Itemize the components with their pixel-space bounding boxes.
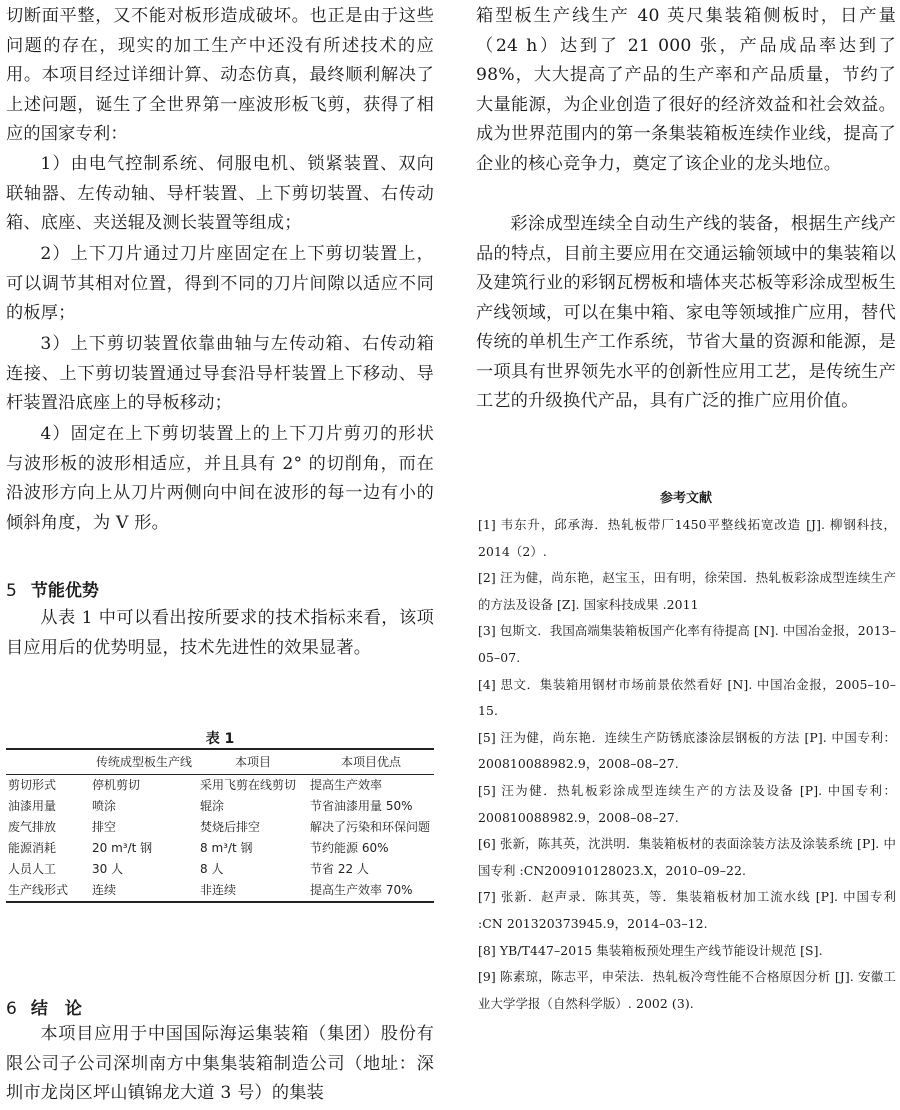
- section-5-number: 5: [6, 581, 17, 601]
- table-cell: 剪切形式: [8, 778, 57, 792]
- reference-item: [5] 汪为健．热轧板彩涂成型连续生产的方法及设备 [P]. 中国专利：200810088982.9，2008–08–27.: [478, 782, 896, 825]
- table-cell: 辊涂: [200, 799, 225, 813]
- table-cell: 非连续: [200, 883, 237, 897]
- table-row: [6, 796, 434, 817]
- table-cell: 解决了污染和环保问题: [310, 820, 431, 834]
- patent-item-1: 1）由电气控制系统、伺服电机、锁紧装置、双向联轴器、左传动轴、导杆装置、上下剪切装置、右传动箱、底座、夹送辊及测长装置等组成；: [6, 154, 434, 233]
- references-title: 参考文献: [659, 491, 712, 506]
- patent-item-3: 3）上下剪切装置依靠曲轴与左传动箱、右传动箱连接、上下剪切装置通过导套沿导杆装置上下移动、导杆装置沿底座上的导板移动；: [6, 334, 434, 413]
- table-cell: 油漆用量: [8, 799, 57, 813]
- table-cell: 节省 22 人: [310, 862, 369, 876]
- reference-item: [2] 汪为健，尚东艳，赵宝玉，田有明，徐荣国．热轧板彩涂成型连续生产的方法及设备 [Z]. 国家科技成果 .2011: [478, 570, 896, 612]
- table-cell: 人员人工: [8, 862, 57, 876]
- section-6-paragraph: 本项目应用于中国国际海运集装箱（集团）股份有限公司子公司深圳南方中集集装箱制造公司（地址：深圳市龙岗区坪山镇锦龙大道 3 号）的集装: [6, 1024, 434, 1103]
- table-cell: 排空: [92, 820, 117, 834]
- reference-item: [1] 韦东升，邱承海．热轧板带厂1450平整线拓宽改造 [J]. 柳钢科技，2014（2）.: [478, 517, 896, 559]
- table-row: [6, 817, 434, 838]
- table-cell: 20 m³/t 钢: [92, 841, 153, 855]
- table-cell: 废气排放: [8, 820, 57, 834]
- section-5-heading: [6, 576, 99, 601]
- table-cell: 节省油漆用量 50%: [310, 799, 413, 813]
- table-cell: 8 m³/t 钢: [200, 841, 253, 855]
- reference-item: [6] 张新，陈其英，沈洪明．集装箱板材的表面涂装方法及涂装系统 [P]. 中国专利 :CN200910128023.X，2010–09–22.: [478, 836, 896, 878]
- section-6-number: 6: [6, 999, 17, 1019]
- table-header-row: [6, 749, 434, 775]
- table-cell: 30 人: [92, 862, 124, 876]
- patent-item-2: 2）上下刀片通过刀片座固定在上下剪切装置上，可以调节其相对位置，得到不同的刀片间隙以适应不同的板厚；: [6, 244, 434, 323]
- table-header-cell: [6, 749, 90, 775]
- table-header-cell: 传统成型板生产线: [95, 755, 192, 769]
- table-cell: 8 人: [200, 862, 224, 876]
- table-row: [6, 838, 434, 859]
- table-cell: 采用飞剪在线剪切: [200, 778, 297, 792]
- section-6-title: 结 论: [30, 999, 82, 1019]
- table-1-caption: 表 1: [205, 731, 235, 747]
- table-header-cell: 本项目优点: [340, 755, 401, 769]
- table-row: [6, 880, 434, 902]
- table-cell: 喷涂: [92, 799, 117, 813]
- conclusion-continued-paragraph: 箱型板生产线生产 40 英尺集装箱侧板时，日产量（24 h）达到了 21 000 张，产品成品率达到了 98%，大大提高了产品的生产率和产品质量，节约了大量能源，为企业创造了很好的经济效益和社会效益。成为世界范围内的第一条集装箱板连续作业线，提高了企业的核心竞争力，奠定了该企业的龙头地位。: [476, 6, 896, 174]
- section-5-paragraph: 从表 1 中可以看出按所要求的技术指标来看，该项目应用后的优势明显，技术先进性的效果显著。: [6, 608, 434, 658]
- references-list: [478, 512, 896, 1017]
- table-cell: 连续: [92, 883, 117, 897]
- reference-item: [8] YB/T447–2015 集装箱板预处理生产线节能设计规范 [S].: [478, 942, 823, 958]
- section-6-heading: [6, 994, 82, 1019]
- table-cell: 提高生产效率 70%: [310, 883, 413, 897]
- table-cell: 生产线形式: [8, 883, 69, 897]
- reference-item: [3] 包斯文．我国高端集装箱板国产化率有待提高 [N]. 中国冶金报，2013–05–07.: [478, 623, 896, 665]
- application-paragraph: 彩涂成型连续全自动生产线的装备，根据生产线产品的特点，目前主要应用在交通运输领域中的集装箱以及建筑行业的彩钢瓦楞板和墙体夹芯板等彩涂成型板生产线领域，可以在集中箱、家电等领域推广应用，替代传统的单机生产工作系统，节省大量的资源和能源，是一项具有世界领先水平的创新性应用工艺，是传统生产工艺的升级换代产品，具有广泛的推广应用价值。: [476, 214, 896, 411]
- table-cell: 能源消耗: [8, 841, 57, 855]
- table-cell: 提高生产效率: [310, 778, 383, 792]
- table-row: [6, 859, 434, 880]
- reference-item: [5] 汪为健，尚东艳．连续生产防锈底漆涂层钢板的方法 [P]. 中国专利：200810088982.9，2008–08–27.: [478, 729, 896, 772]
- table-row: [6, 775, 434, 797]
- patent-item-4: 4）固定在上下剪切装置上的上下刀片剪刃的形状与波形板的波形相适应，并且具有 2° 的切削角，而在沿波形方向上从刀片两侧向中间在波形的每一边有小的倾斜角度，为 V 形。: [6, 424, 434, 533]
- reference-item: [4] 思文．集装箱用钢材市场前景依然看好 [N]. 中国冶金报，2005–10–15.: [478, 676, 896, 719]
- reference-item: [7] 张新．赵声录．陈其英，等．集装箱板材加工流水线 [P]. 中国专利 :CN 201320373945.9，2014–03–12.: [478, 889, 896, 931]
- table-cell: 节约能源 60%: [310, 841, 389, 855]
- table-cell: 焚烧后排空: [200, 820, 261, 834]
- table-cell: 停机剪切: [92, 778, 141, 792]
- table-header-cell: 本项目: [234, 755, 271, 769]
- comparison-table: [6, 748, 434, 903]
- reference-item: [9] 陈素琼，陈志平，申荣法．热轧板冷弯性能不合格原因分析 [J]. 安徽工业大学学报（自然科学版）. 2002 (3).: [478, 969, 896, 1011]
- section-5-title: 节能优势: [30, 581, 99, 601]
- paragraph-intro: 切断面平整，又不能对板形造成破坏。也正是由于这些问题的存在，现实的加工生产中还没有所述技术的应用。本项目经过详细计算、动态仿真，最终顺利解决了上述问题，诞生了全世界第一座波形板飞剪，获得了相应的国家专利：: [6, 6, 434, 144]
